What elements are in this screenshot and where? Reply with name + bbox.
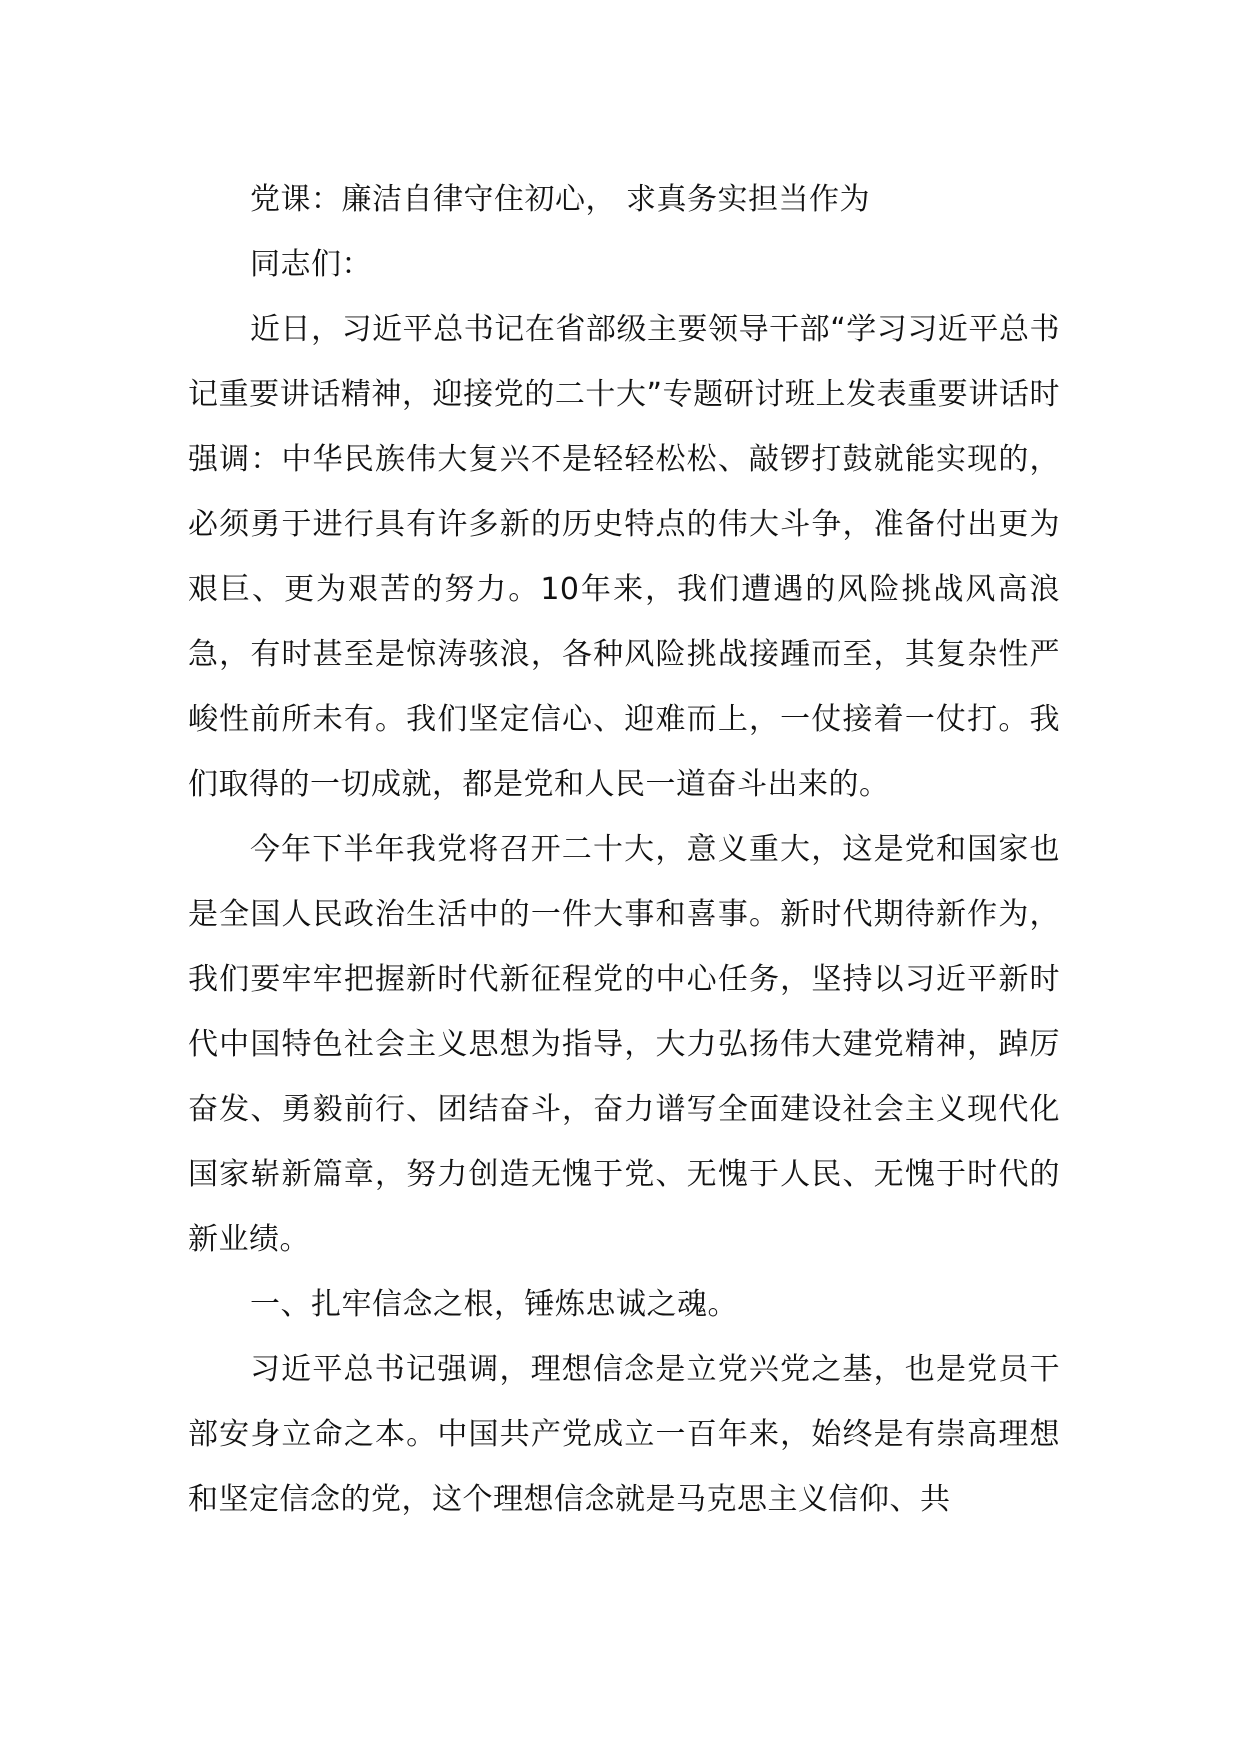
section-heading-1: 一、扎牢信念之根，锤炼忠诚之魂。: [250, 1287, 738, 1322]
paragraph-3: 习近平总书记强调，理想信念是立党兴党之基，也是党员干部安身立命之本。中国共产党成立一百年来，始终是有崇高理想和坚定信念的党，这个理想信念就是马克思主义信仰、共: [188, 1352, 1060, 1517]
salutation: 同志们：: [250, 247, 372, 282]
document-title: 党课：廉洁自律守住初心， 求真务实担当作为: [250, 182, 871, 217]
paragraph-1: 近日，习近平总书记在省部级主要领导干部“学习习近平总书记重要讲话精神，迎接党的二十大”专题研讨班上发表重要讲话时强调：中华民族伟大复兴不是轻轻松松、敲锣打鼓就能实现的，必须勇于进行具有许多新的历史特点的伟大斗争，准备付出更为艰巨、更为艰苦的努力。10年来，我们遭遇的风险挑战风高浪急，有时甚至是惊涛骇浪，各种风险挑战接踵而至，其复杂性严峻性前所未有。我们坚定信心、迎难而上，一仗接着一仗打。我们取得的一切成就，都是党和人民一道奋斗出来的。: [188, 312, 1060, 802]
paragraph-2: 今年下半年我党将召开二十大，意义重大，这是党和国家也是全国人民政治生活中的一件大事和喜事。新时代期待新作为，我们要牢牢把握新时代新征程党的中心任务，坚持以习近平新时代中国特色社会主义思想为指导，大力弘扬伟大建党精神，踔厉奋发、勇毅前行、团结奋斗，奋力谱写全面建设社会主义现代化国家崭新篇章，努力创造无愧于党、无愧于人民、无愧于时代的新业绩。: [188, 832, 1060, 1257]
document-body: [188, 167, 1060, 1532]
